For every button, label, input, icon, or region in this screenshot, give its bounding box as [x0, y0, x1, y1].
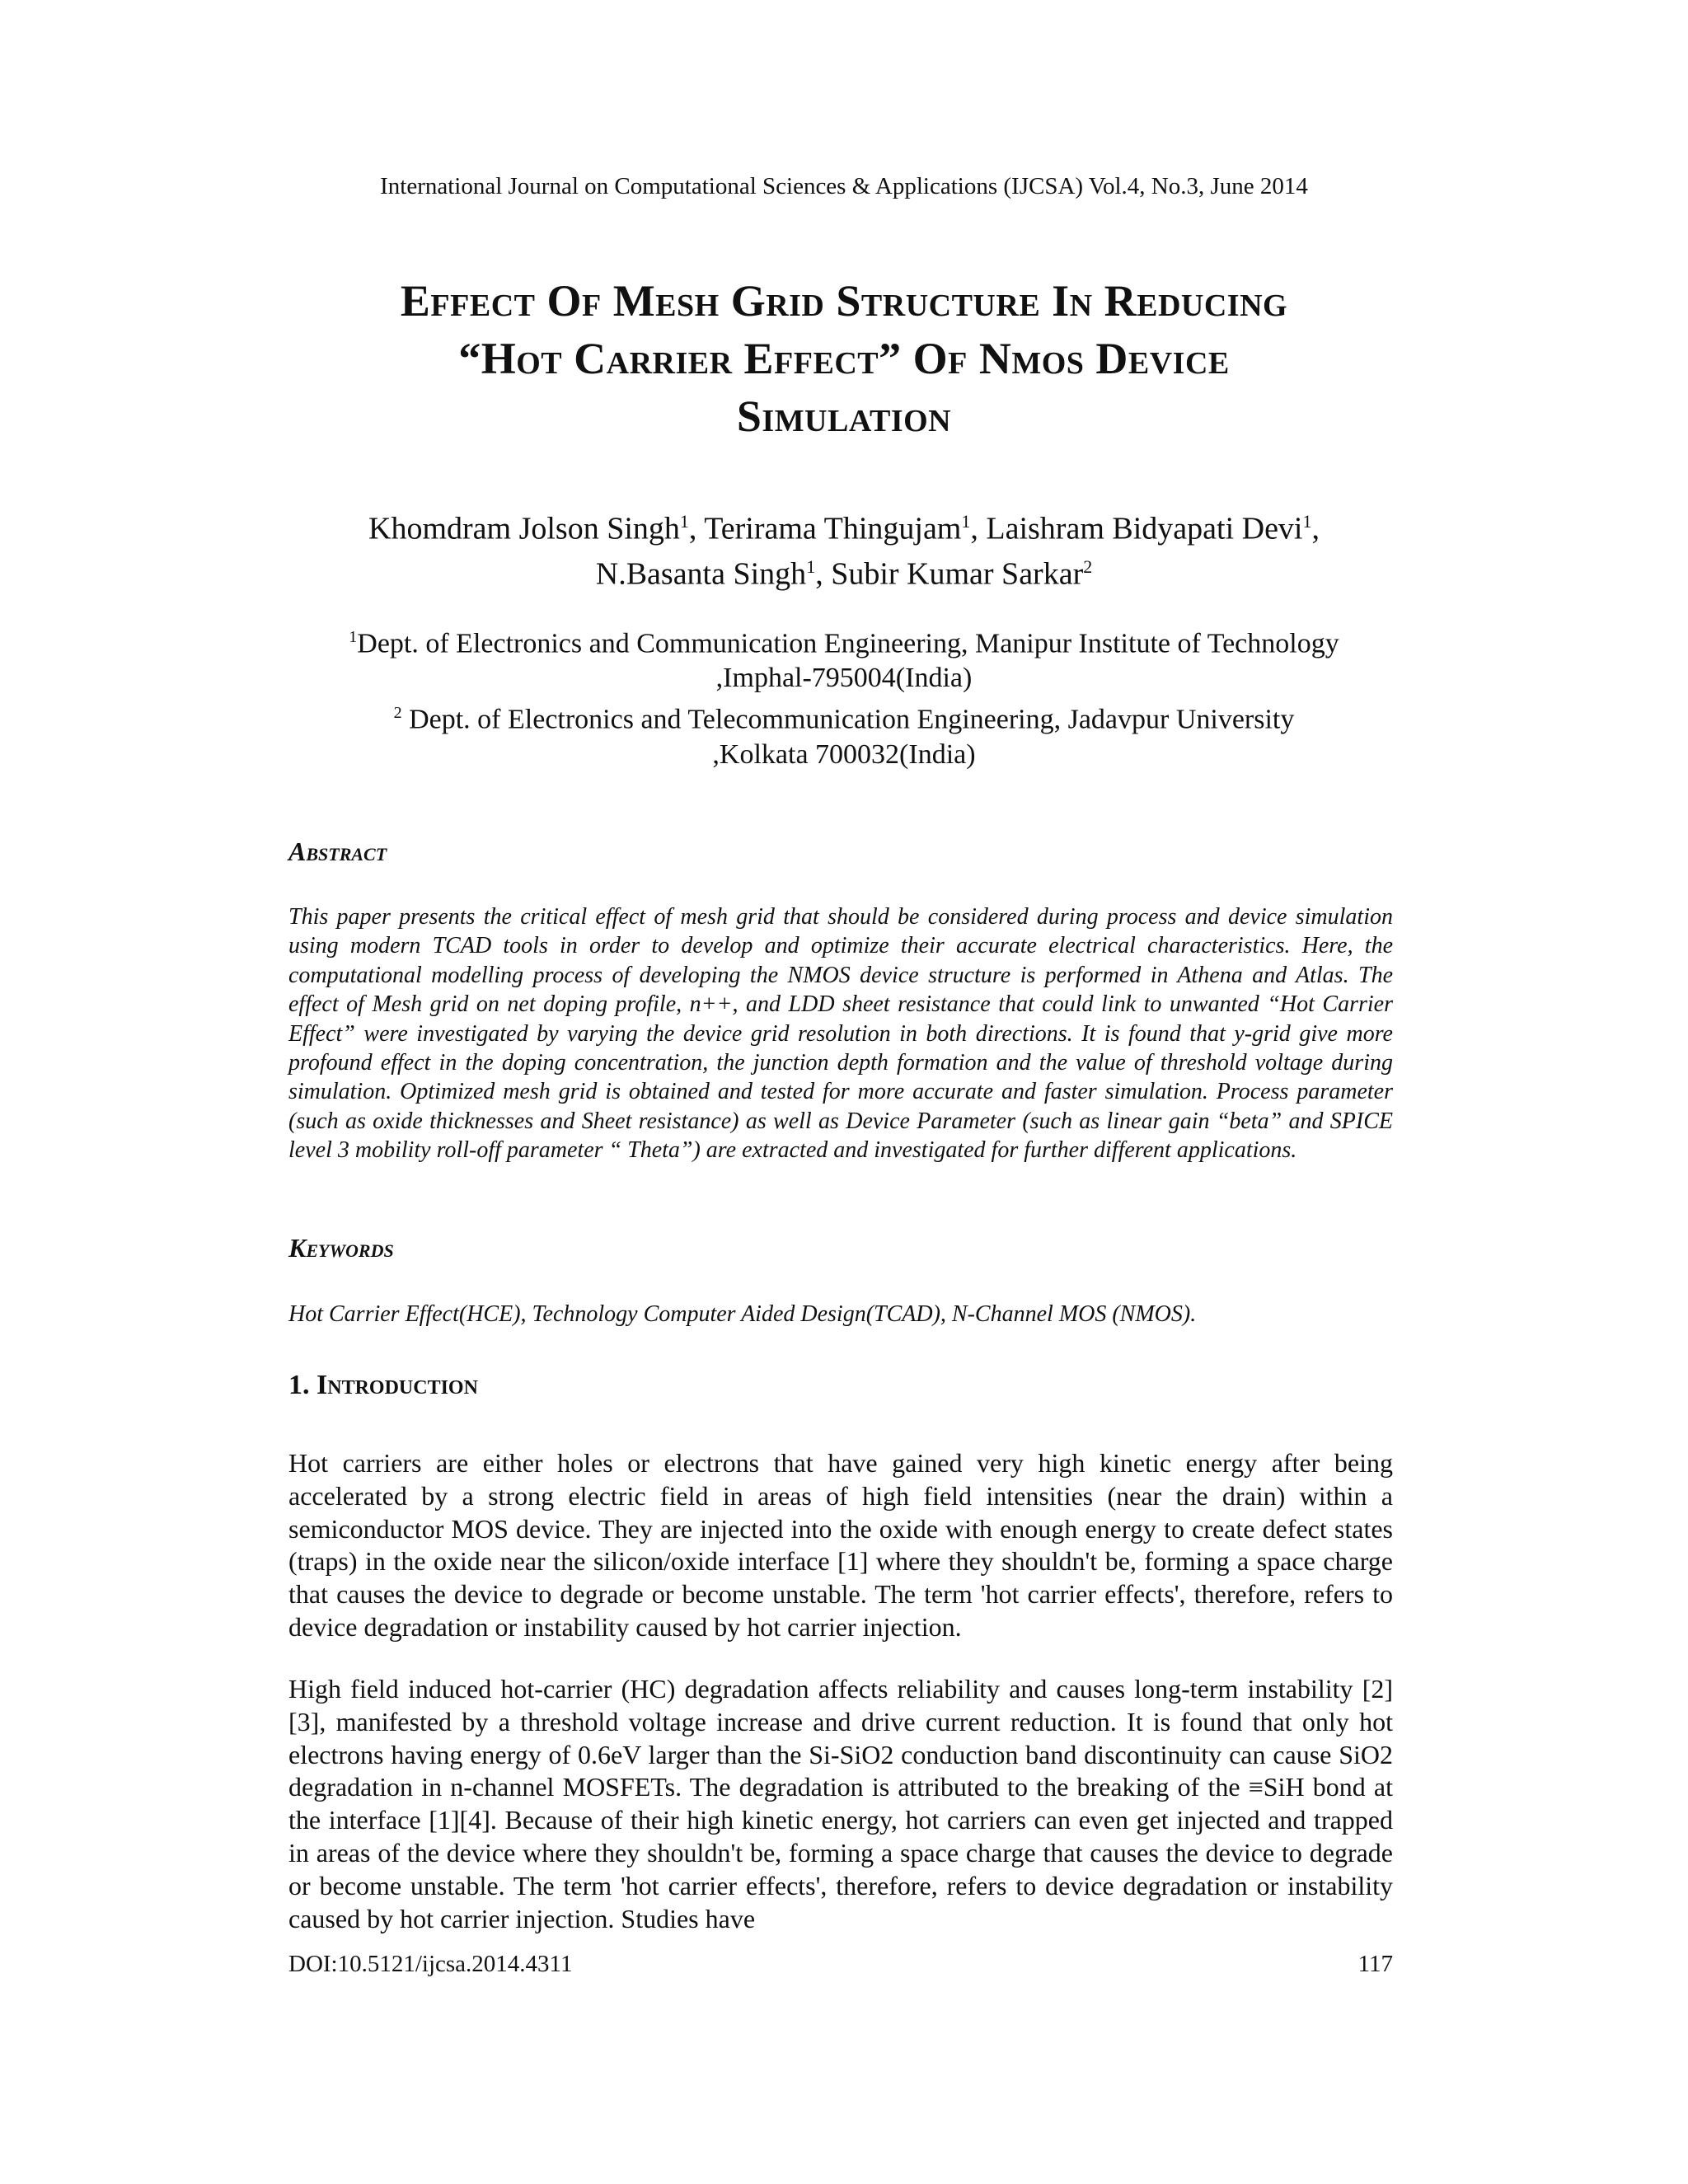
- author-affil-mark: 2: [1083, 555, 1093, 577]
- author-line-1: [206, 503, 1482, 548]
- author-name: , Laishram Bidyapati Devi: [970, 511, 1303, 546]
- author-name: N.Basanta Singh: [595, 556, 807, 592]
- introduction-heading: 1. Introduction: [288, 1370, 478, 1400]
- affiliation-1-line-1: [206, 620, 1482, 661]
- title-line-1: Effect Of Mesh Grid Structure In Reducing: [400, 276, 1288, 326]
- author-affil-mark: 1: [679, 511, 689, 532]
- author-list: [206, 503, 1482, 593]
- author-affil-mark: 1: [806, 555, 816, 577]
- author-separator: ,: [1311, 511, 1320, 546]
- author-line-2: [206, 548, 1482, 593]
- abstract-text: This paper presents the critical effect of mesh grid that should be considered during process and device simulation using modern TCAD tools in order to develop and optimize their accurate electrical characteristics. Here, the computational modelling process of developing the NMOS device structure is performed in Athena and Atlas. The effect of Mesh grid on net doping profile, n++, and LDD sheet resistance that could link to unwanted “Hot Carrier Effect” were investigated by varying the device grid resolution in both directions. It is found that y-grid give more profound effect in the doping concentration, the junction depth formation and the value of threshold voltage during simulation. Optimized mesh grid is obtained and tested for more accurate and faster simulation. Process parameter (such as oxide thicknesses and Sheet resistance) as well as Device Parameter (such as linear gain “beta” and SPICE level 3 mobility roll-off parameter “ Theta”) are extracted and investigated for further different applications.: [288, 904, 1393, 1164]
- intro-paragraph-1: Hot carriers are either holes or electrons that have gained very high kinetic energy after being accelerated by a strong electric field in areas of high field intensities (near the drain) within a semiconductor MOS device. They are injected into the oxide with enough energy to create defect states (traps) in the oxide near the silicon/oxide interface [1] where they shouldn't be, forming a space charge that causes the device to degrade or become unstable. The term 'hot carrier effects', therefore, refers to device degradation or instability caused by hot carrier injection.: [288, 1448, 1393, 1642]
- doi: DOI:10.5121/ijcsa.2014.4311: [288, 1951, 573, 1977]
- affiliation-text: Dept. of Electronics and Communication Engineering, Manipur Institute of Technology: [357, 628, 1339, 659]
- author-name: , Terirama Thingujam: [688, 511, 962, 546]
- affiliation-text: Dept. of Electronics and Telecommunication Engineering, Jadavpur University: [401, 704, 1295, 735]
- page-number: 117: [1357, 1951, 1393, 1977]
- author-affil-mark: 1: [1302, 511, 1312, 532]
- keywords-text: Hot Carrier Effect(HCE), Technology Computer Aided Design(TCAD), N-Channel MOS (NMOS).: [288, 1301, 1197, 1327]
- paper-title: [206, 272, 1482, 445]
- author-affil-mark: 1: [961, 511, 971, 532]
- journal-header: International Journal on Computational Sciences & Applications (IJCSA) Vol.4, No.3, June 2014: [380, 173, 1308, 199]
- affiliation-2-line-1: [206, 696, 1482, 737]
- title-line-2: “Hot Carrier Effect” Of Nmos Device: [458, 334, 1230, 383]
- affiliation-1-line-2: ,Imphal-795004(India): [715, 663, 973, 694]
- affiliation-mark: 2: [393, 704, 402, 723]
- affiliation-2-line-2: ,Kolkata 700032(India): [712, 738, 976, 770]
- affiliations: [206, 620, 1482, 772]
- affiliation-mark: 1: [349, 628, 358, 646]
- intro-paragraph-2: High field induced hot-carrier (HC) degradation affects reliability and causes long-term instability [2][3], manifested by a threshold voltage increase and drive current reduction. It is found that only hot electrons having energy of 0.6eV larger than the Si-SiO2 conduction band discontinuity can cause SiO2 degradation in n-channel MOSFETs. The degradation is attributed to the breaking of the ≡SiH bond at the interface [1][4]. Because of their high kinetic energy, hot carriers can even get injected and trapped in areas of the device where they shouldn't be, forming a space charge that causes the device to degrade or become unstable. The term 'hot carrier effects', therefore, refers to device degradation or instability caused by hot carrier injection. Studies have: [288, 1674, 1393, 1933]
- title-line-3: Simulation: [736, 391, 952, 441]
- author-name: Khomdram Jolson Singh: [368, 511, 680, 546]
- abstract-heading: Abstract: [288, 837, 387, 866]
- keywords-heading: Keywords: [288, 1233, 394, 1263]
- author-name: , Subir Kumar Sarkar: [815, 556, 1084, 592]
